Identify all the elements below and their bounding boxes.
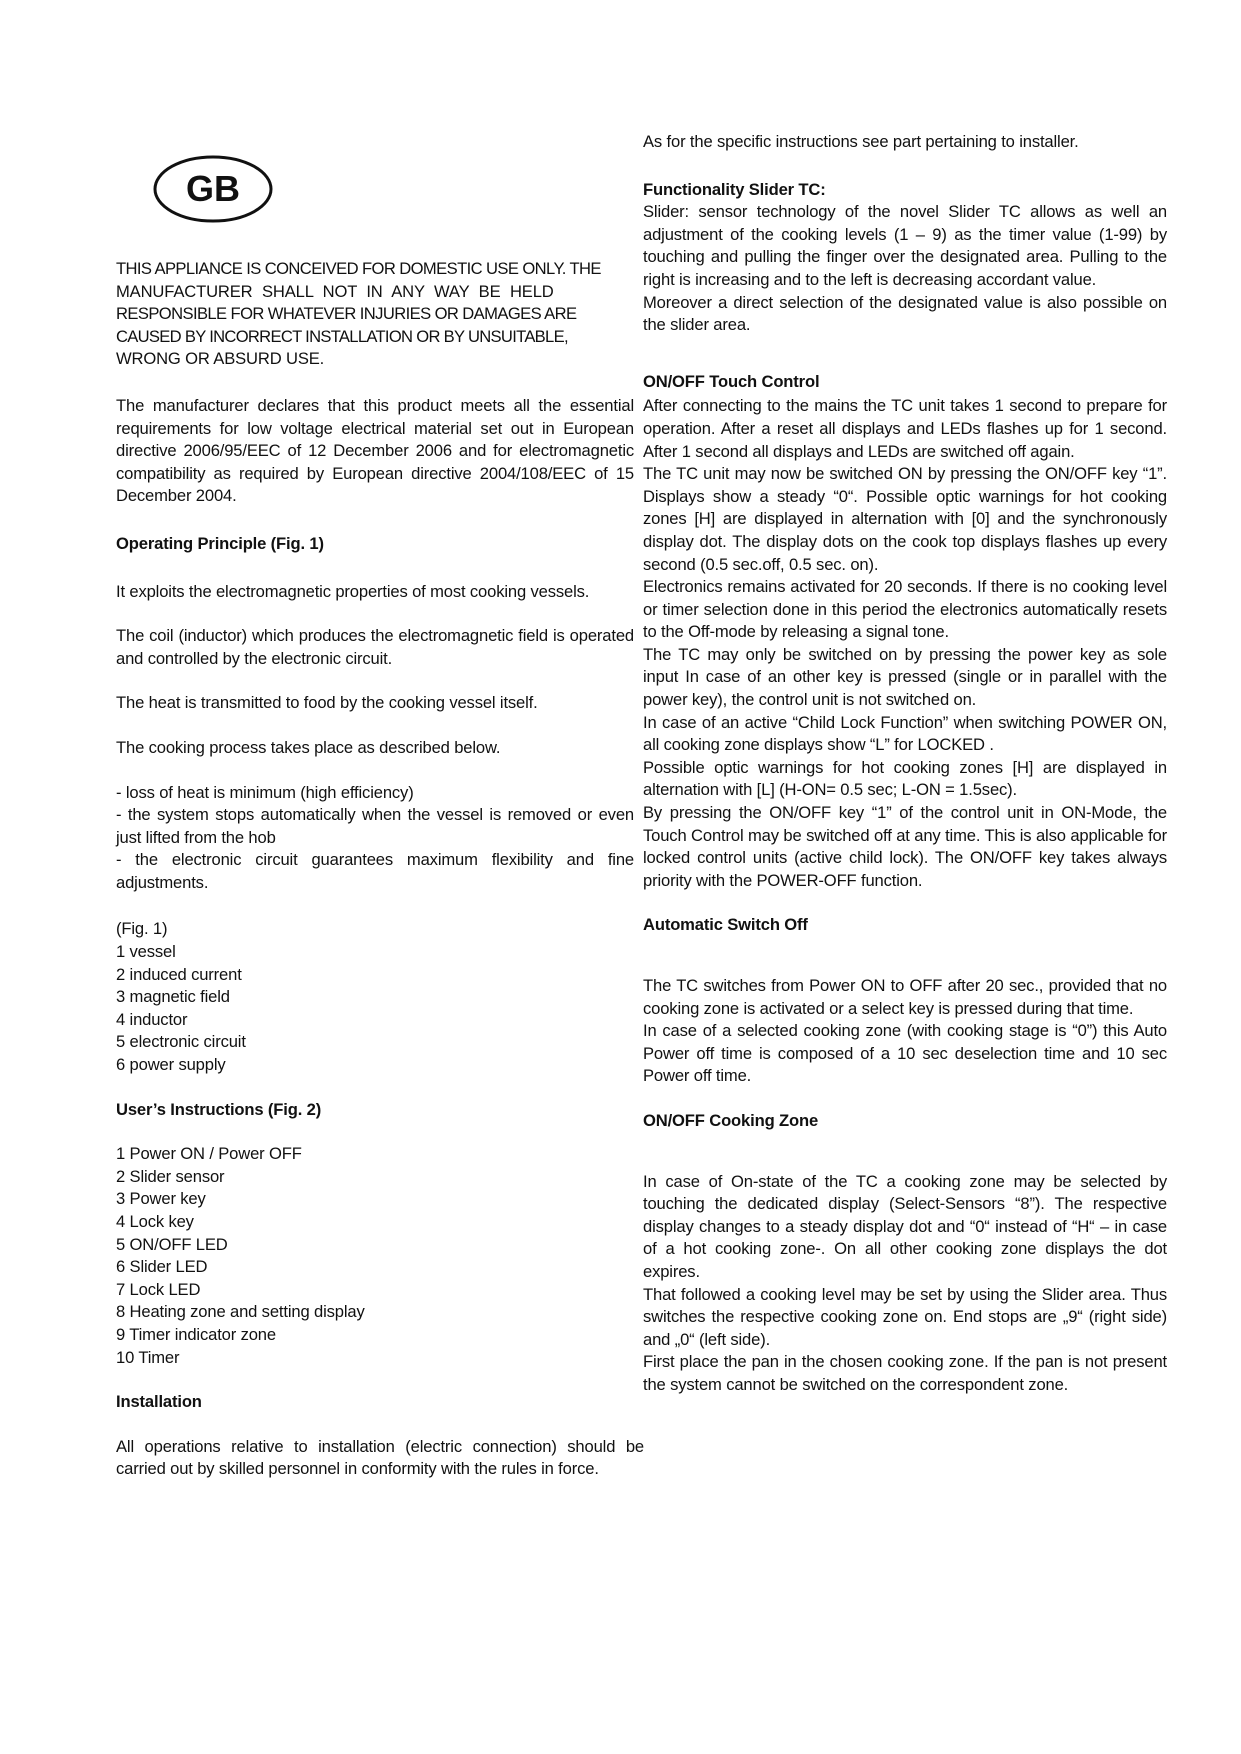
operating-paragraph-3: The heat is transmitted to food by the cooking vessel itself.: [116, 693, 538, 713]
fig2-item: 3 Power key: [116, 1189, 206, 1209]
fig2-legend: [116, 1143, 634, 1369]
fig1-item: 4 inductor: [116, 1009, 188, 1029]
feature-item: - loss of heat is minimum (high efficiency): [116, 782, 414, 802]
auto-paragraph-1: The TC switches from Power ON to OFF after 20 sec., provided that no cooking zone is activated or a select key is pressed during that time.: [643, 976, 1167, 1018]
onoff-paragraph-5: In case of an active “Child Lock Function” when switching POWER ON, all cooking zone displays show “L” for LOCKED .: [643, 712, 1167, 755]
feature-item: - the electronic circuit guarantees maximum flexibility and fine adjustments.: [116, 850, 634, 892]
slider-heading: Functionality Slider TC:: [643, 179, 826, 199]
fig2-item: 5 ON/OFF LED: [116, 1234, 228, 1254]
fig2-item: 8 Heating zone and setting display: [116, 1302, 365, 1322]
disclaimer-line: RESPONSIBLE FOR WHATEVER INJURIES OR DAMAGES ARE: [116, 304, 577, 324]
automatic-switch-off-heading: Automatic Switch Off: [643, 915, 808, 935]
operating-paragraph-1: It exploits the electromagnetic properties of most cooking vessels.: [116, 581, 590, 601]
disclaimer-line: THIS APPLIANCE IS CONCEIVED FOR DOMESTIC USE ONLY. THE: [116, 259, 601, 278]
gb-country-logo: [152, 154, 274, 224]
disclaimer-line: WRONG OR ABSURD USE.: [116, 349, 325, 369]
fig2-item: 4 Lock key: [116, 1212, 194, 1231]
operating-paragraph-2: The coil (inductor) which produces the electromagnetic field is operated and controlled by the electronic circuit.: [116, 626, 634, 668]
zone-paragraph-1: In case of On-state of the TC a cooking zone may be selected by touching the dedicated display (Select-Sensors “8”). The respective display changes to a steady display dot and “0“ instead of “H“ – in case of a hot cooking zone-. On all other cooking zone displays the dot expires.: [643, 1171, 1167, 1281]
declaration-paragraph: The manufacturer declares that this product meets all the essential requirements for low voltage electrical material set out in European directive 2006/95/EEC of 12 December 2006 and for electromagnetic compatibility as required by European directive 2004/108/EEC of 15 December 2004.: [116, 395, 634, 506]
gb-logo-text: GB: [186, 168, 240, 209]
fig2-item: 10 Timer: [116, 1347, 180, 1367]
slider-paragraph-1: Slider: sensor technology of the novel Slider TC allows as well an adjustment of the cooking levels (1 – 9) as the timer value (1-99) by touching and pulling the finger over the designated area. Pulling to the right is increasing and to the left is decreasing accordant value.: [643, 202, 1167, 289]
fig2-item: 2 Slider sensor: [116, 1166, 225, 1186]
zone-paragraph-3: First place the pan in the chosen cooking zone. If the pan is not present the system cannot be switched on the correspondent zone.: [643, 1352, 1167, 1394]
fig2-item: 9 Timer indicator zone: [116, 1324, 276, 1344]
feature-list: [116, 782, 634, 895]
fig1-item: 3 magnetic field: [116, 987, 230, 1007]
installation-paragraph: All operations relative to installation (electric connection) should be carried out by skilled personnel in conformity with the rules in force.: [116, 1436, 644, 1479]
onoff-cooking-zone-heading: ON/OFF Cooking Zone: [643, 1110, 819, 1130]
gb-oval-icon: [152, 154, 274, 224]
disclaimer-line: CAUSED BY INCORRECT INSTALLATION OR BY UNSUITABLE,: [116, 326, 568, 346]
users-instructions-heading: User’s Instructions (Fig. 2): [116, 1099, 322, 1119]
operating-principle-heading: Operating Principle (Fig. 1): [116, 533, 324, 553]
auto-paragraph-2: In case of a selected cooking zone (with cooking stage is “0”) this Auto Power off time is composed of a 10 sec deselection time and 10 sec Power off time.: [643, 1021, 1167, 1086]
onoff-paragraph-1: After connecting to the mains the TC unit takes 1 second to prepare for operation. After a reset all displays and LEDs flashes up for 1 second. After 1 second all displays and LEDs are switched off again.: [643, 396, 1167, 461]
installation-heading: Installation: [116, 1392, 202, 1412]
operating-paragraph-4: The cooking process takes place as described below.: [116, 737, 501, 757]
disclaimer-line: MANUFACTURER SHALL NOT IN ANY WAY BE HELD: [116, 281, 554, 301]
disclaimer-paragraph: [116, 258, 634, 371]
onoff-paragraph-7: By pressing the ON/OFF key “1” of the control unit in ON-Mode, the Touch Control may be switched off at any time. This is also applicable for locked control units (active child lock). The ON/OFF key takes always priority with the POWER-OFF function.: [643, 803, 1167, 890]
slider-paragraph-2: Moreover a direct selection of the designated value is also possible on the slider area.: [643, 292, 1167, 335]
fig1-item: 6 power supply: [116, 1055, 226, 1075]
right-column: [643, 131, 1167, 1397]
fig1-item: 1 vessel: [116, 942, 176, 962]
zone-paragraph-2: That followed a cooking level may be set by using the Slider area. Thus switches the respective cooking zone on. End stops are „9“ (right side) and „0“ (left side).: [643, 1284, 1167, 1349]
intro-paragraph: As for the specific instructions see part pertaining to installer.: [643, 132, 1079, 151]
onoff-touch-heading: ON/OFF Touch Control: [643, 371, 820, 391]
fig2-item: 6 Slider LED: [116, 1257, 208, 1277]
onoff-paragraph-6: Possible optic warnings for hot cooking zones [H] are displayed in alternation with [L] (H-ON= 0.5 sec; L-ON = 1.5sec).: [643, 757, 1167, 800]
fig1-legend: [116, 918, 634, 1076]
onoff-paragraph-3: Electronics remains activated for 20 seconds. If there is no cooking level or timer selection done in this period the electronics automatically resets to the Off-mode by releasing a signal tone.: [643, 577, 1167, 642]
fig1-item: 5 electronic circuit: [116, 1032, 246, 1052]
fig2-item: 1 Power ON / Power OFF: [116, 1144, 302, 1164]
fig2-item: 7 Lock LED: [116, 1279, 201, 1299]
feature-item: - the system stops automatically when the vessel is removed or even just lifted from the hob: [116, 805, 634, 847]
onoff-paragraph-2: The TC unit may now be switched ON by pressing the ON/OFF key “1”. Displays show a steady “0“. Possible optic warnings for hot cooking zones [H] are displayed in alternation with [0] and the synchronously display dot. The display dots on the cook top displays flashes up every second (0.5 sec.off, 0.5 sec. on).: [643, 464, 1167, 574]
left-column: [116, 258, 644, 1481]
fig1-item: 2 induced current: [116, 964, 242, 984]
fig1-label: (Fig. 1): [116, 919, 168, 939]
onoff-paragraph-4: The TC may only be switched on by pressing the power key as sole input In case of an other key is pressed (single or in parallel with the power key), the control unit is not switched on.: [643, 644, 1167, 710]
